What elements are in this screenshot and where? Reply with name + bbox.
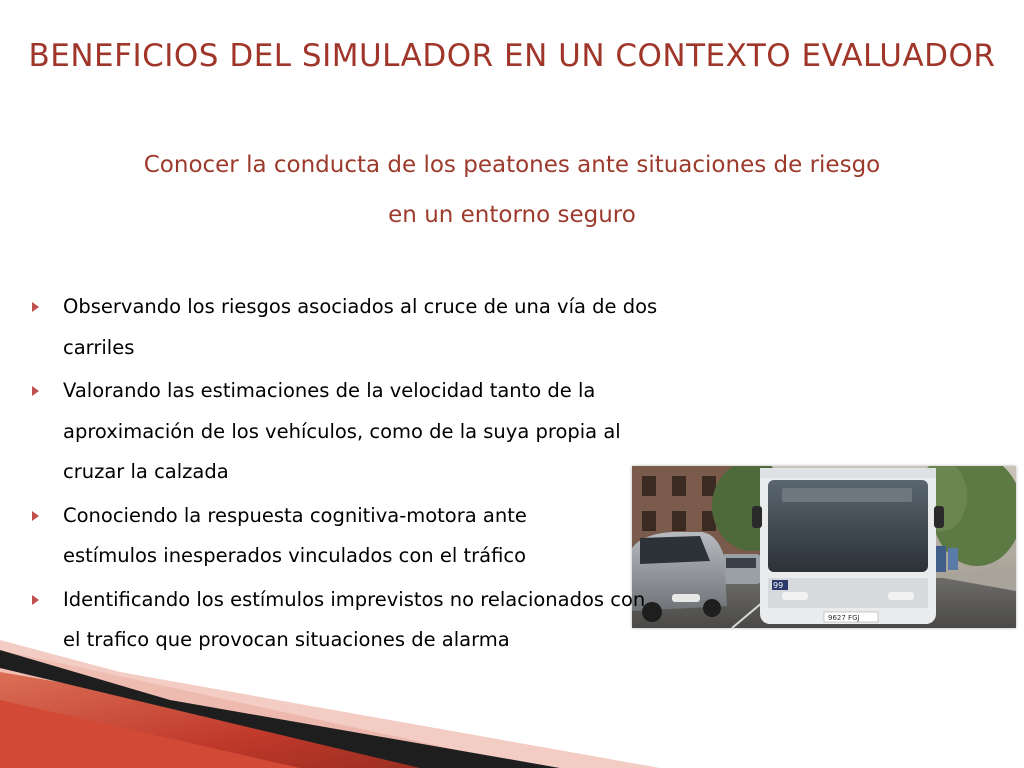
bullet-text: Valorando las estimaciones de la velocidad tanto de la aproximación de los vehículos, como de la suya propia al cruzar la calzada bbox=[63, 379, 621, 483]
svg-text:9627 FGJ: 9627 FGJ bbox=[828, 614, 860, 622]
svg-text:99: 99 bbox=[773, 581, 784, 590]
subtitle-line-1: Conocer la conducta de los peatones ante situaciones de riesgo bbox=[143, 152, 881, 178]
subtitle-line-2: en un entorno seguro bbox=[388, 202, 636, 228]
bullet-text: Identificando los estímulos imprevistos no relacionados con el trafico que provocan situaciones de alarma bbox=[63, 587, 646, 651]
bullet-text: Conociendo la respuesta cognitiva-motora ante estímulos inesperados vinculados con el tráfico bbox=[63, 503, 527, 567]
slide-title: BENEFICIOS DEL SIMULADOR EN UN CONTEXTO EVALUADOR bbox=[28, 38, 996, 74]
bullet-text: Observando los riesgos asociados al cruce de una vía de dos carriles bbox=[63, 295, 658, 359]
